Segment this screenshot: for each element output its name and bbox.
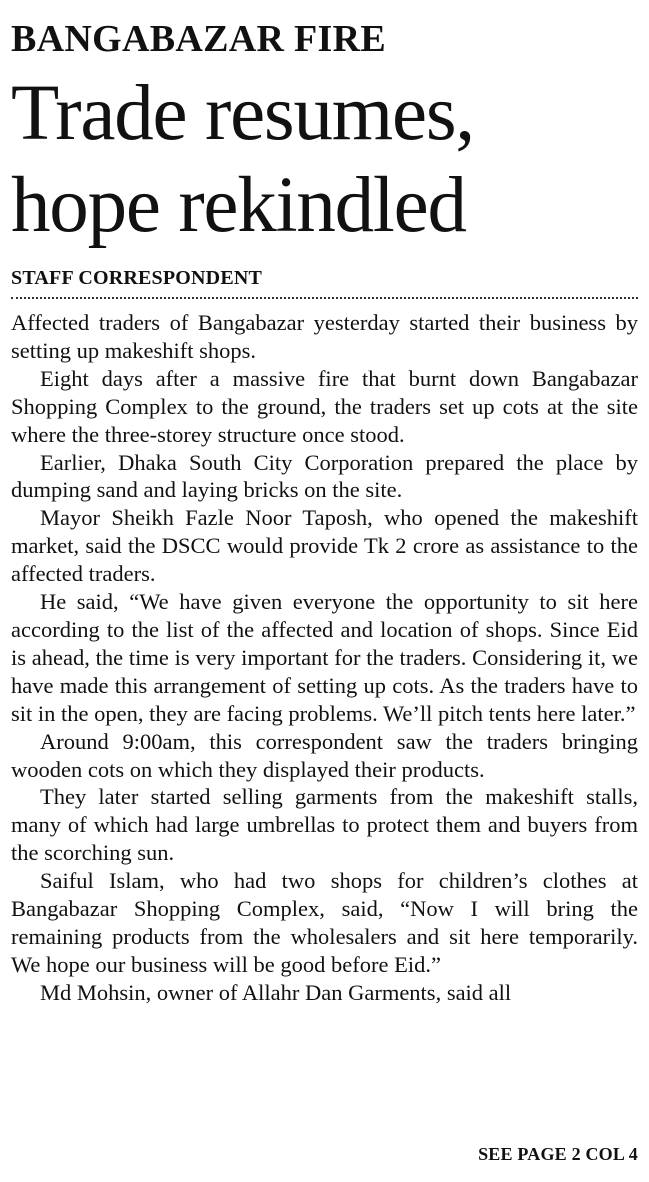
article-byline: STAFF CORRESPONDENT xyxy=(11,267,263,289)
article-paragraph: Eight days after a massive fire that burnt down Bangabazar Shopping Complex to the ground, the traders set up cots at the site where the three-storey structure once stood. xyxy=(11,365,638,447)
article-paragraph: Md Mohsin, owner of Allahr Dan Garments, said all xyxy=(40,979,512,1005)
continuation-jump-line: SEE PAGE 2 COL 4 xyxy=(478,1144,638,1164)
article-paragraph: Saiful Islam, who had two shops for children’s clothes at Bangabazar Shopping Complex, said, “Now I will bring the remaining products from the wholesalers and sit here temporarily. We hope our business will be good before Eid.” xyxy=(11,868,638,977)
article-paragraph: Earlier, Dhaka South City Corporation prepared the place by dumping sand and laying bricks on the site. xyxy=(11,449,638,503)
article-paragraph: Mayor Sheikh Fazle Noor Taposh, who opened the makeshift market, said the DSCC would provide Tk 2 crore as assistance to the affected traders. xyxy=(11,505,638,587)
byline-divider xyxy=(11,297,638,299)
headline-line-2: hope rekindled xyxy=(11,162,466,249)
article-body xyxy=(11,309,638,1007)
headline-line-1: Trade resumes, xyxy=(11,70,474,157)
article-paragraph: Affected traders of Bangabazar yesterday started their business by setting up makeshift shops. xyxy=(11,310,638,363)
article-paragraph: Around 9:00am, this correspondent saw the traders bringing wooden cots on which they displayed their products. xyxy=(11,728,638,782)
article-paragraph: They later started selling garments from the makeshift stalls, many of which had large umbrellas to protect them and buyers from the scorching sun. xyxy=(11,784,638,866)
article-headline xyxy=(11,68,638,252)
article-kicker: BANGABAZAR FIRE xyxy=(11,18,387,60)
article-paragraph: He said, “We have given everyone the opportunity to sit here according to the list of the affected and location of shops. Since Eid is ahead, the time is very important for the traders. Considering it, we have made this arrangement of setting up cots. As the traders have to sit in the open, they are facing problems. We’ll pitch tents here later.” xyxy=(11,589,638,726)
